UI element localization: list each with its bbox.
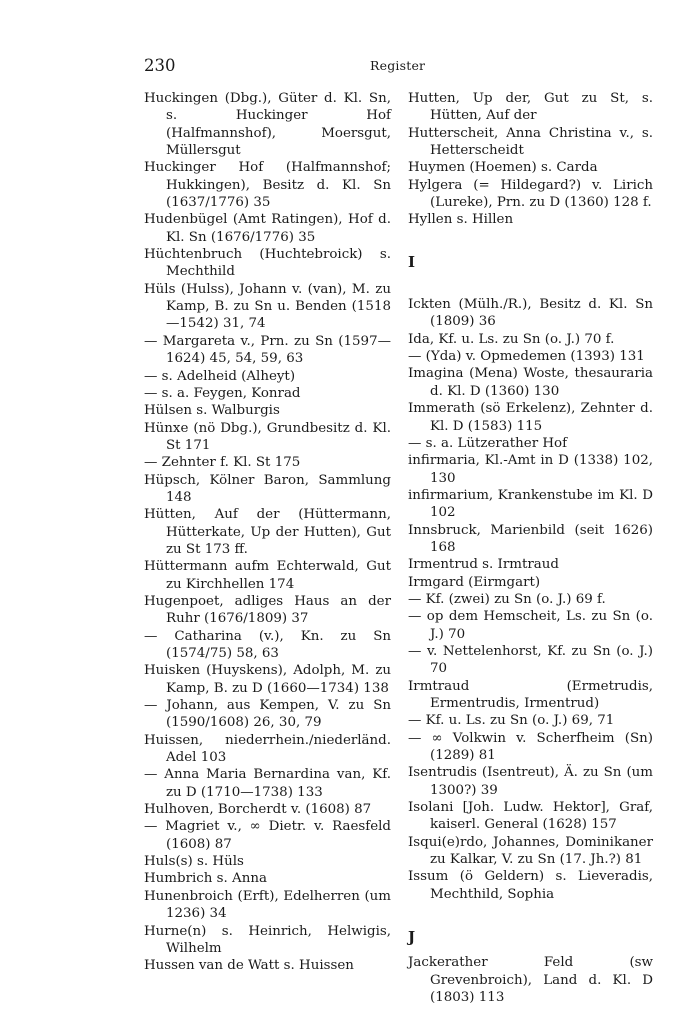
index-entry: Isolani [Joh. Ludw. Hektor], Graf, kaiserl. General (1628) 157 (408, 800, 653, 833)
index-entry: Ickten (Mülh./R.), Besitz d. Kl. Sn (1809) 36 (408, 297, 653, 330)
letter-heading-j: J (408, 928, 416, 947)
index-entry: Immerath (sö Erkelenz), Zehnter d. Kl. D (1583) 115 (408, 401, 653, 434)
section-spacer (408, 903, 653, 929)
index-entry: — (Yda) v. Opmedemen (1393) 131 (408, 349, 645, 365)
index-entry: Hüpsch, Kölner Baron, Sammlung 148 (144, 472, 391, 505)
section-spacer (408, 229, 653, 254)
index-entry: Hugenpoet, adliges Haus an der Ruhr (1676/1809) 37 (144, 593, 391, 627)
index-entry: Humbrich s. Anna (144, 871, 267, 887)
index-entry: Hylgera (= Hildegard?) v. Lirich (Lureke), Prn. zu D (1360) 128 f. (408, 177, 653, 211)
index-entry: Hütten, Auf der (Hüttermann, Hütterkate, Up der Hutten), Gut zu St 173 ff. (144, 507, 391, 557)
entry-text: Imagina (Mena) Woste, thesauraria d. Kl. D (1360) 130 (408, 366, 653, 399)
index-entry: — s. Adelheid (Alheyt) (144, 368, 296, 384)
page-number: 230 (144, 56, 176, 75)
index-entry: Irmtraud (Ermetrudis, Ermentrudis, Irmentrud) (408, 678, 653, 711)
index-entry: — v. Nettelenhorst, Kf. zu Sn (o. J.) 70 (408, 643, 653, 677)
index-entry: Ida, Kf. u. Ls. zu Sn (o. J.) 70 f. (408, 331, 615, 347)
index-entry: Isentrudis (Isentreut), Ä. zu Sn (um 1300?) 39 (408, 765, 653, 798)
index-entry: Hussen van de Watt s. Huissen (144, 958, 354, 974)
index-entry: — s. a. Lützerather Hof (408, 435, 568, 451)
index-entry: Hünxe (nö Dbg.), Grundbesitz d. Kl. St 171 (144, 420, 391, 453)
index-entry: — Kf. u. Ls. zu Sn (o. J.) 69, 71 (408, 713, 615, 729)
index-entry: Jackerather Feld (sw Grevenbroich), Land d. Kl. D (1803) 113 (408, 955, 653, 1006)
index-entry (408, 365, 653, 400)
index-entry: Huckinger Hof (Halfmannshof; Hukkingen), Besitz d. Kl. Sn (1637/1776) 35 (144, 160, 391, 211)
index-entry: Hülsen s. Walburgis (144, 403, 280, 419)
letter-heading-i: I (408, 252, 416, 271)
index-entry: — Kf. (zwei) zu Sn (o. J.) 69 f. (408, 591, 606, 607)
index-entry: Hunenbroich (Erft), Edelherren (um 1236) 34 (144, 888, 391, 922)
index-entry: — Magriet v., ∞ Dietr. v. Raesfeld (1608) 87 (144, 819, 391, 852)
index-entry: Huckingen (Dbg.), Güter d. Kl. Sn, s. Huckinger Hof (Halfmannshof), Moersgut, Müllersgut (144, 91, 391, 159)
index-entry: Irmgard (Eirmgart) (408, 574, 541, 590)
index-entry: — Margareta v., Prn. zu Sn (1597—1624) 45, 54, 59, 63 (144, 333, 391, 367)
section-spacer (408, 946, 653, 954)
index-entry: Huls(s) s. Hüls (144, 854, 244, 870)
index-column-left (144, 90, 391, 975)
index-entry: Hudenbügel (Amt Ratingen), Hof d. Kl. Sn (1676/1776) 35 (144, 212, 391, 245)
index-entry: Issum (ö Geldern) s. Lieveradis, Mechthild, Sophia (408, 869, 653, 902)
index-entry: — op dem Hemscheit, Ls. zu Sn (o. J.) 70 (408, 609, 653, 642)
section-spacer (408, 271, 653, 296)
running-title: Register (370, 58, 426, 73)
index-entry: Huissen, niederrhein./niederländ. Adel 103 (144, 732, 391, 766)
index-entry: — Zehnter f. Kl. St 175 (144, 455, 301, 471)
index-entry: Hurne(n) s. Heinrich, Helwigis, Wilhelm (144, 923, 391, 956)
index-entry: infirmarium, Krankenstube im Kl. D 102 (408, 487, 653, 521)
index-entry: Innsbruck, Marienbild (seit 1626) 168 (408, 522, 653, 555)
index-entry: Irmentrud s. Irmtraud (408, 557, 559, 573)
index-entry: — ∞ Volkwin v. Scherfheim (Sn) (1289) 81 (408, 730, 653, 764)
index-entry: Huisken (Huyskens), Adolph, M. zu Kamp, B. zu D (1660—1734) 138 (144, 663, 391, 696)
index-column-right (408, 90, 653, 1007)
index-entry: Hulhoven, Borcherdt v. (1608) 87 (144, 802, 372, 818)
index-entry: infirmaria, Kl.-Amt in D (1338) 102, 130 (408, 453, 653, 486)
index-entry: Hyllen s. Hillen (408, 212, 514, 228)
index-entry: Hutterscheit, Anna Christina v., s. Hetterscheidt (408, 125, 653, 159)
index-entry: — Catharina (v.), Kn. zu Sn (1574/75) 58, 63 (144, 628, 391, 661)
index-entry: Hutten, Up der, Gut zu St, s. Hütten, Auf der (408, 91, 653, 124)
index-entry: — Johann, aus Kempen, V. zu Sn (1590/1608) 26, 30, 79 (144, 698, 391, 731)
index-entry: — Anna Maria Bernardina van, Kf. zu D (1710—1738) 133 (144, 767, 391, 800)
index-entry: Isqui(e)rdo, Johannes, Dominikaner zu Kalkar, V. zu Sn (17. Jh.?) 81 (408, 834, 653, 868)
index-entry: Hüls (Hulss), Johann v. (van), M. zu Kamp, B. zu Sn u. Benden (1518—1542) 31, 74 (144, 281, 391, 332)
index-entry: Hüttermann aufm Echterwald, Gut zu Kirchhellen 174 (144, 559, 391, 592)
index-entry: Hüchtenbruch (Huchtebroick) s. Mechthild (144, 247, 391, 280)
index-entry: Huymen (Hoemen) s. Carda (408, 160, 598, 176)
index-entry: — s. a. Feygen, Konrad (144, 385, 301, 401)
page-header (144, 56, 650, 76)
